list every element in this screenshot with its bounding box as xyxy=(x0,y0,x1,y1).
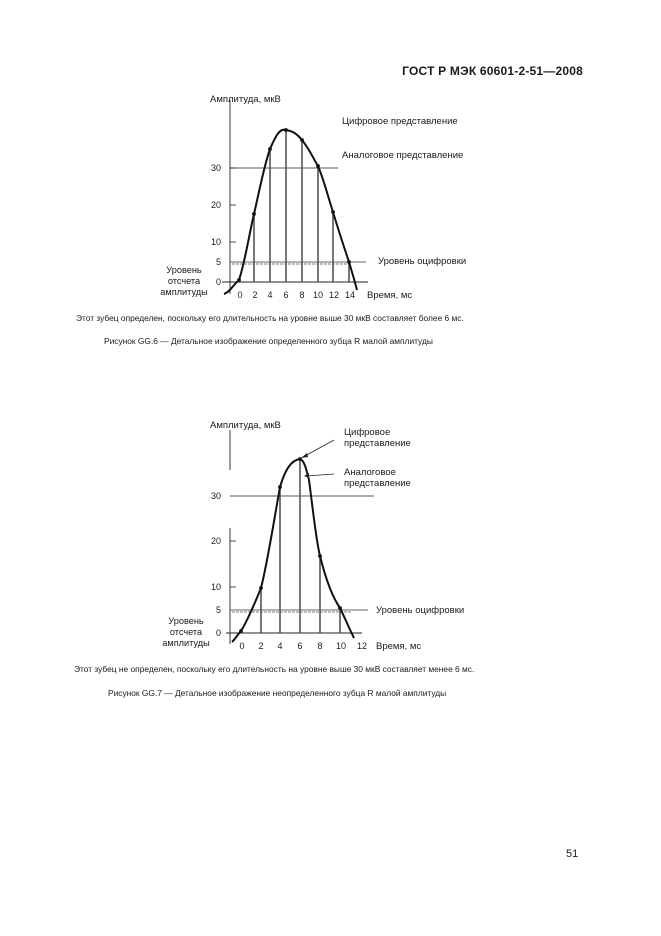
baseline-label: отсчета xyxy=(169,627,203,637)
figure-gg6-note: Этот зубец определен, поскольку его длительность на уровне выше 30 мкВ составляет более 6 мс. xyxy=(76,313,464,323)
x-tick-label: 10 xyxy=(312,290,324,300)
baseline-label: амплитуды xyxy=(160,287,208,297)
digital-representation-label: представление xyxy=(344,438,411,449)
baseline-label: амплитуды xyxy=(162,638,210,648)
x-tick-label: 12 xyxy=(328,290,340,300)
y-axis-label: Амплитуда, мкВ xyxy=(210,420,281,431)
y-tick-label: 30 xyxy=(210,163,221,173)
y-tick-marks xyxy=(230,541,236,633)
x-tick-label: 0 xyxy=(239,641,245,651)
y-tick-label: 10 xyxy=(210,237,221,247)
sample-points xyxy=(239,457,342,633)
quantization-level-label: Уровень оцифровки xyxy=(378,256,467,267)
analog-curve xyxy=(224,130,357,294)
y-tick-marks xyxy=(230,168,236,282)
document-header: ГОСТ Р МЭК 60601-2-51—2008 xyxy=(402,64,583,78)
analog-representation-label: Аналоговое представление xyxy=(342,150,464,161)
x-tick-label: 12 xyxy=(356,641,368,651)
figure-gg6-caption: Рисунок GG.6 — Детальное изображение определенного зубца R малой амплитуды xyxy=(104,336,433,346)
analog-representation-label: Аналоговое xyxy=(344,467,396,478)
x-tick-label: 8 xyxy=(317,641,323,651)
x-tick-label: 6 xyxy=(283,290,289,300)
y-tick-label: 10 xyxy=(210,582,221,592)
x-tick-label: 2 xyxy=(258,641,264,651)
x-tick-label: 0 xyxy=(237,290,243,300)
figure-gg7-diagram xyxy=(0,400,661,660)
analog-curve xyxy=(232,459,354,642)
y-tick-label: 20 xyxy=(210,536,221,546)
figure-gg6-diagram xyxy=(0,0,661,310)
x-tick-label: 4 xyxy=(277,641,283,651)
y-tick-label: 0 xyxy=(215,628,221,638)
y-tick-label: 20 xyxy=(210,200,221,210)
baseline-label: Уровень xyxy=(168,616,204,626)
y-tick-label: 30 xyxy=(210,491,221,501)
baseline-label: отсчета xyxy=(167,276,201,286)
page-number: 51 xyxy=(566,848,579,860)
digital-representation-label: Цифровое представление xyxy=(342,116,458,127)
leader-arrows xyxy=(303,440,334,476)
baseline-label: Уровень xyxy=(166,265,202,275)
arrowhead xyxy=(301,453,308,458)
analog-representation-label: представление xyxy=(344,478,411,489)
figure-gg7-caption: Рисунок GG.7 — Детальное изображение неопределенного зубца R малой амплитуды xyxy=(108,688,447,698)
x-axis-label: Время, мс xyxy=(367,290,413,301)
y-tick-label: 0 xyxy=(215,277,221,287)
digital-representation-label: Цифровое xyxy=(344,427,391,438)
x-axis-label: Время, мс xyxy=(376,641,422,652)
x-tick-label: 10 xyxy=(335,641,347,651)
y-axis-label: Амплитуда, мкВ xyxy=(210,94,281,105)
y-tick-label: 5 xyxy=(215,257,221,267)
x-tick-label: 2 xyxy=(252,290,258,300)
x-tick-label: 8 xyxy=(299,290,305,300)
digital-sample-bars xyxy=(241,459,340,633)
figure-gg7-note: Этот зубец не определен, поскольку его длительность на уровне выше 30 мкВ составляет менее 6 мс. xyxy=(74,664,475,674)
quantization-level-label: Уровень оцифровки xyxy=(376,605,465,616)
y-tick-label: 5 xyxy=(215,605,221,615)
x-tick-label: 6 xyxy=(297,641,303,651)
x-tick-label: 14 xyxy=(344,290,356,300)
x-tick-label: 4 xyxy=(267,290,273,300)
